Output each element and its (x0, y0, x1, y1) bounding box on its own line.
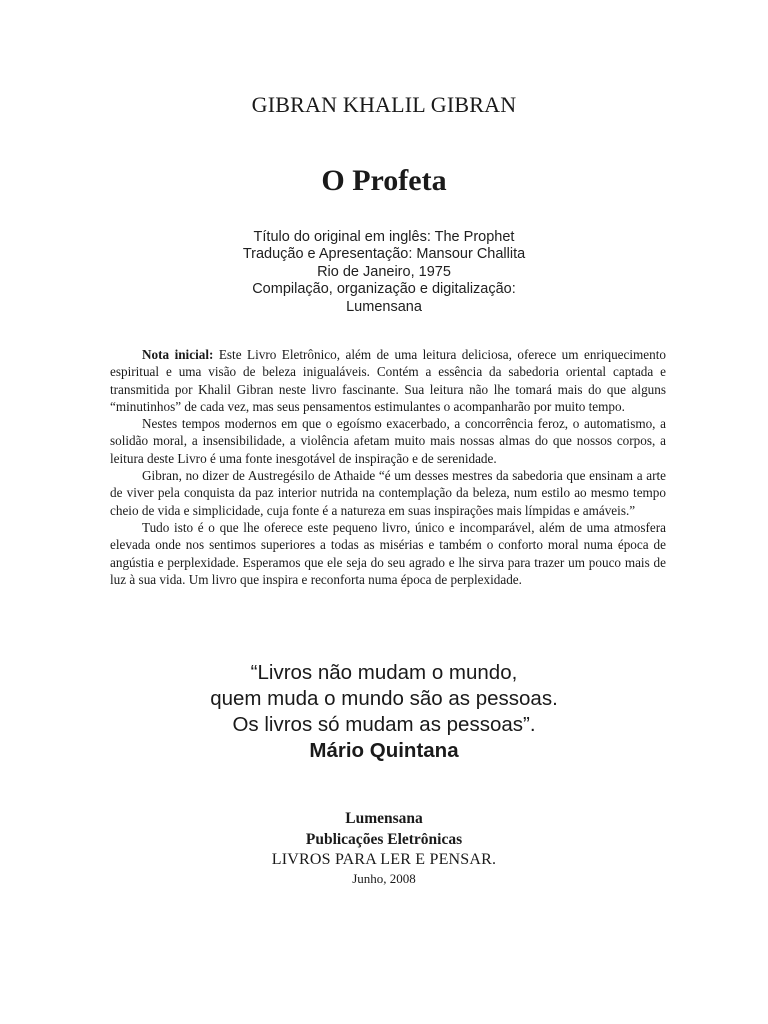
book-metadata (0, 229, 768, 316)
quote-line-3: Os livros só mudam as pessoas”. (232, 713, 536, 736)
publisher-name: Lumensana (345, 810, 423, 827)
note-paragraph-3: Gibran, no dizer de Austregésilo de Athaide “é um desses mestres da sabedoria que ensinam a arte de viver pela conquista da paz interior nutrida na contemplação da beleza, num estilo ao mesmo tempo cheio de vida e simplicidade, cuja fonte é a natureza em suas inspirações mais límpidas e amáveis.” (110, 468, 666, 518)
publisher-imprint: Publicações Eletrônicas (305, 831, 463, 848)
epigraph-quote (0, 660, 768, 764)
publisher-tagline: LIVROS PARA LER E PENSAR. (271, 851, 497, 868)
original-title-line: Título do original em inglês: The Prophet (253, 229, 515, 245)
note-paragraph-1 (110, 346, 666, 415)
compiler-name-line: Lumensana (346, 298, 422, 315)
quote-author: Mário Quintana (309, 739, 459, 762)
book-author: GIBRAN KHALIL GIBRAN (251, 92, 517, 117)
compilation-line: Compilação, organização e digitalização: (252, 281, 516, 298)
quote-line-1: “Livros não mudam o mundo, (250, 661, 518, 684)
publication-date: Junho, 2008 (352, 871, 416, 886)
note-lead: Nota inicial: (142, 347, 214, 362)
note-paragraph-1-text: Este Livro Eletrônico, além de uma leitura deliciosa, oferece um enriquecimento espiritual e uma visão de beleza inigualáveis. Contém a essência da sabedoria oriental captada e transmitida por Khalil Gibran neste livro fascinante. Sua leitura não lhe tomará mais do que alguns “minutinhos” de cada vez, mas seus pensamentos estimulantes o acompanharão por muito tempo. (110, 347, 666, 414)
quote-line-2: quem muda o mundo são as pessoas. (210, 687, 558, 710)
place-year-line: Rio de Janeiro, 1975 (317, 263, 451, 280)
book-title: O Profeta (321, 164, 447, 197)
initial-note (110, 346, 666, 588)
publisher-footer (0, 808, 768, 887)
translation-line: Tradução e Apresentação: Mansour Challita (242, 246, 526, 263)
note-paragraph-4: Tudo isto é o que lhe oferece este pequeno livro, único e incomparável, além de uma atmosfera elevada onde nos sentimos superiores a todas as misérias e também o conforto moral numa época de angústia e perplexidade. Esperamos que ele seja do seu agrado e lhe sirva para trazer um pouco mais de luz à sua vida. Um livro que inspira e reconforta numa época de perplexidade. (110, 519, 666, 587)
note-paragraph-2: Nestes tempos modernos em que o egoísmo exacerbado, a concorrência feroz, o automatismo, a solidão moral, a insensibilidade, a violência afetam muito mais nossas almas do que nossos corpos, a leitura deste Livro é uma fonte inesgotável de inspiração e de serenidade. (110, 416, 666, 466)
